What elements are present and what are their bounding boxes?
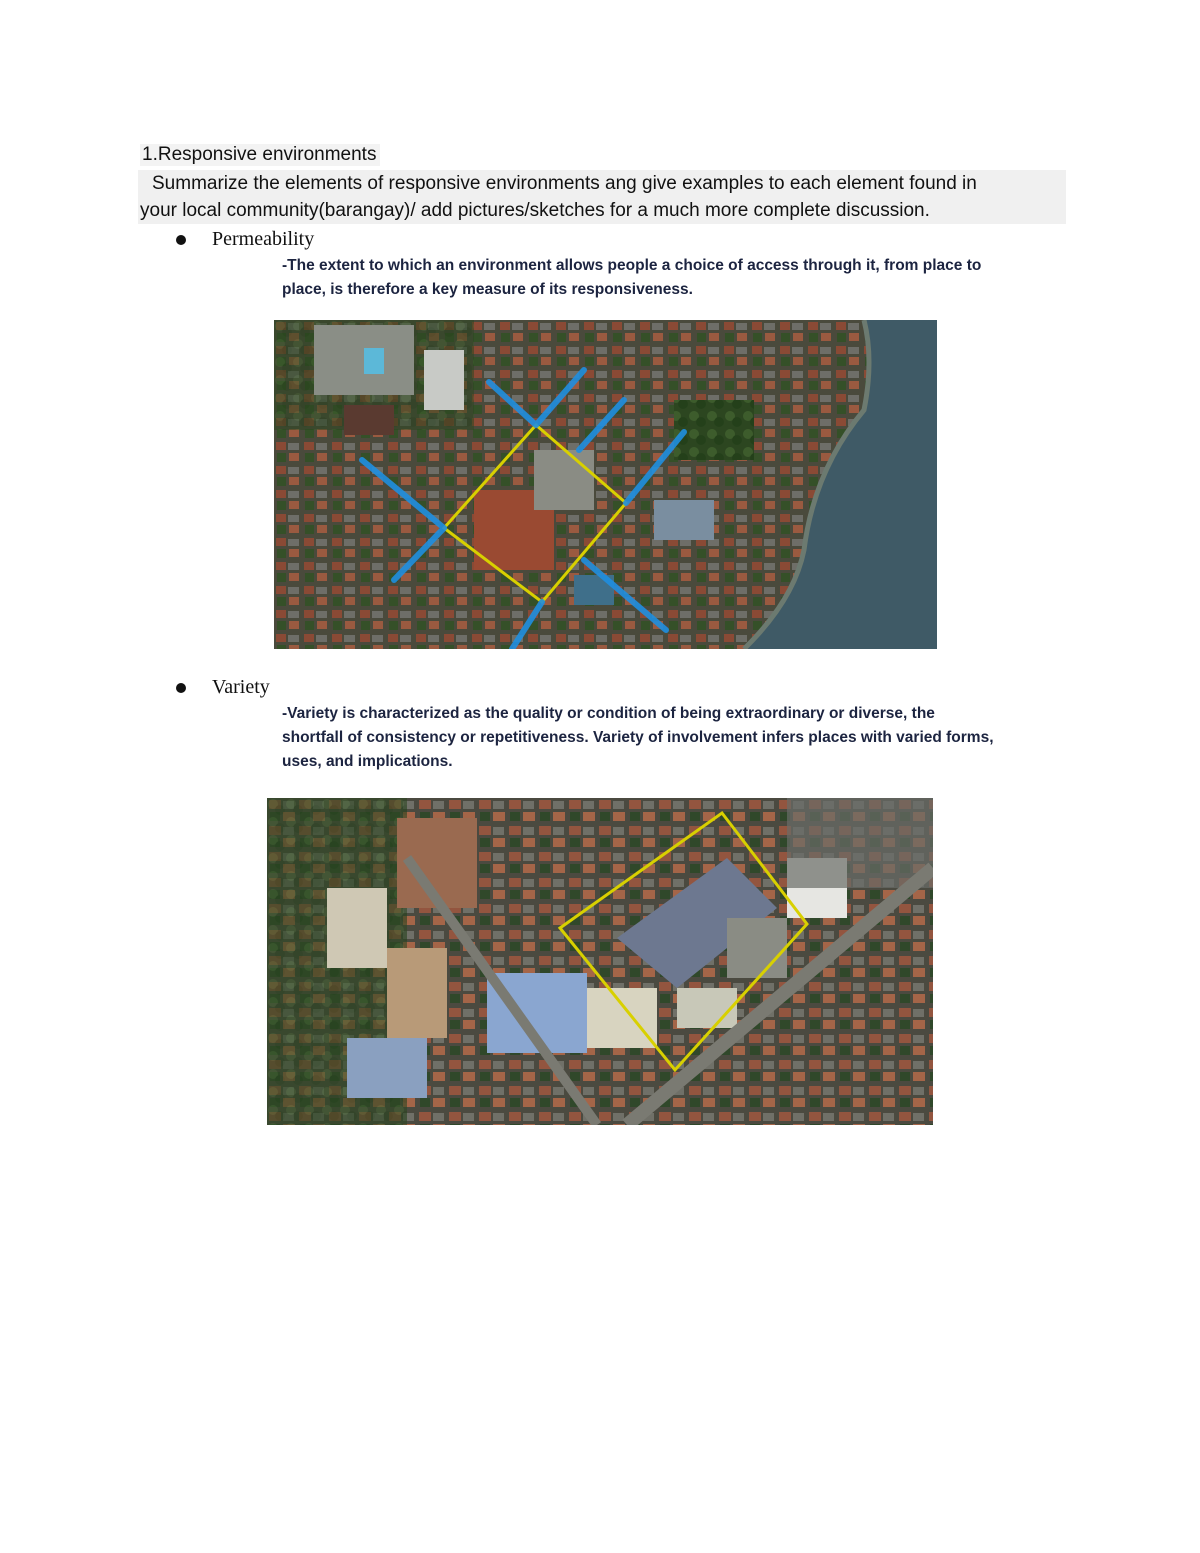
prompt-line-1: Summarize the elements of responsive environments ang give examples to each element found in — [152, 173, 977, 194]
bullet-permeability — [176, 228, 314, 251]
bullet-variety — [176, 676, 270, 699]
variety-description — [282, 702, 1062, 774]
assignment-prompt — [138, 170, 1066, 224]
bullet-title: Permeability — [212, 228, 315, 250]
description-line: -The extent to which an environment allows people a choice of access through it, from place to — [282, 257, 982, 274]
prompt-line-2: your local community(barangay)/ add pictures/sketches for a much more complete discussion. — [140, 200, 930, 221]
description-line: uses, and implications. — [282, 753, 453, 770]
permeability-description — [282, 254, 1062, 302]
description-line: place, is therefore a key measure of its responsiveness. — [282, 281, 693, 298]
section-heading: 1.Responsive environments — [140, 144, 380, 166]
bullet-dot-icon — [176, 235, 186, 245]
bullet-dot-icon — [176, 683, 186, 693]
variety-satellite-image — [267, 798, 933, 1125]
permeability-satellite-image — [274, 320, 937, 649]
description-line: -Variety is characterized as the quality or condition of being extraordinary or diverse, the — [282, 705, 935, 722]
bullet-title: Variety — [212, 676, 270, 698]
description-line: shortfall of consistency or repetitiveness. Variety of involvement infers places with varied forms, — [282, 729, 994, 746]
